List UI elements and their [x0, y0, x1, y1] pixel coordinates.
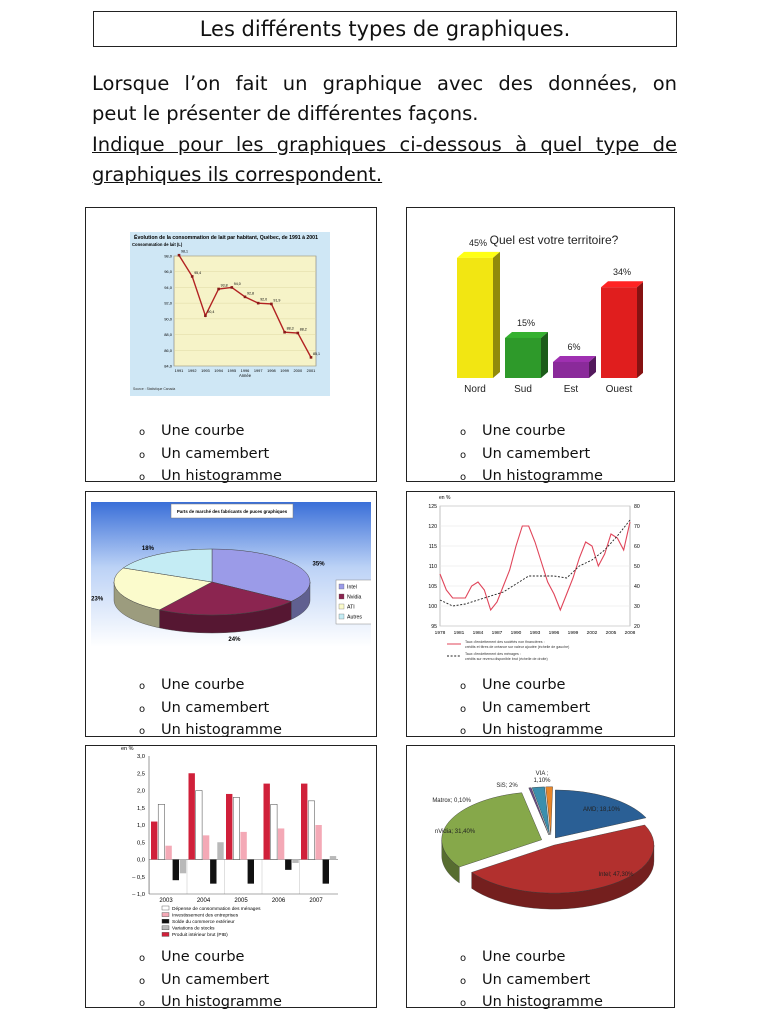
chart5-bar — [173, 860, 179, 881]
chart1-ytick: 90,0 — [164, 316, 172, 322]
chart5-category-label: 2007 — [309, 898, 323, 904]
option-histogramme[interactable] — [460, 992, 603, 1015]
chart1-xtick: 1996 — [240, 368, 250, 373]
option-histogramme[interactable] — [139, 720, 282, 743]
chart1-point — [310, 356, 313, 359]
chart1-value-label: 88,3 — [286, 326, 294, 331]
chart1-value-label: 92,8 — [247, 291, 254, 296]
chart4-ytick-right: 30 — [634, 604, 640, 610]
chart1-point — [217, 288, 220, 291]
chart5-legend-swatch — [162, 906, 169, 910]
chart1-point — [191, 275, 194, 278]
chart5-bar — [278, 828, 284, 859]
answer-options-2 — [460, 421, 603, 489]
chart5-bar — [264, 784, 270, 860]
card-chart-1 — [85, 207, 377, 482]
chart4-xtick: 2008 — [624, 631, 636, 636]
chart3-legend-label: ATI — [347, 604, 355, 611]
chart4-xtick: 2002 — [586, 631, 598, 636]
chart4-ytick-left: 125 — [428, 504, 437, 510]
chart3-legend-label: Autres — [347, 614, 362, 621]
chart1-xtick: 1999 — [280, 368, 289, 373]
chart1-ylabel: Consommation de lait (L) — [132, 242, 183, 247]
chart5-ytick: – 0,5 — [132, 874, 145, 881]
chart2-bar-side — [493, 252, 500, 378]
chart5-bar — [255, 860, 261, 861]
chart2-bar-side — [637, 281, 643, 378]
option-label: Un camembert — [482, 445, 591, 462]
chart2-category-label: Nord — [464, 384, 486, 395]
chart5-bar — [165, 846, 171, 860]
chart2-bar-side — [541, 332, 548, 378]
chart1-xtick: 1997 — [253, 368, 263, 373]
option-label: Un camembert — [161, 699, 270, 716]
option-label: Une courbe — [161, 949, 245, 965]
chart4-xtick: 1978 — [434, 631, 446, 636]
chart5-bar — [180, 860, 186, 874]
chart1-value-label: 92,0 — [260, 297, 268, 302]
chart2-bar-top — [457, 252, 500, 258]
chart5-bar — [271, 804, 277, 859]
chart1-value-label: 93,8 — [220, 283, 228, 288]
chart-gpu-vendors — [411, 754, 671, 944]
chart4-legend-4: crédits sur revenu disponible brut (échelle de droite) — [465, 657, 548, 661]
chart1-ytick: 94,0 — [164, 284, 172, 290]
chart5-bar — [203, 835, 209, 859]
checkbox-bullet[interactable]: o — [460, 681, 467, 692]
card-chart-4 — [406, 491, 675, 737]
chart2-bar-top — [601, 281, 643, 287]
option-camembert[interactable] — [139, 698, 282, 721]
checkbox-bullet[interactable]: o — [139, 998, 146, 1009]
chart6-label: AMD; 18,10% — [583, 807, 621, 813]
option-camembert[interactable] — [139, 970, 282, 993]
chart1-point — [244, 296, 247, 299]
chart1-ytick: 88,0 — [164, 332, 172, 338]
chart5-bar — [323, 860, 329, 884]
chart5-ytick: 0,5 — [136, 840, 145, 847]
chart1-value-label: 90,4 — [207, 310, 215, 315]
option-courbe[interactable] — [460, 675, 603, 698]
checkbox-bullet[interactable]: o — [139, 953, 146, 964]
chart5-category-label: 2005 — [234, 898, 248, 904]
chart1-value-label: 95,4 — [194, 270, 202, 275]
chart3-legend-label: Intel — [347, 584, 357, 591]
option-camembert[interactable] — [139, 444, 282, 467]
checkbox-bullet[interactable]: o — [460, 726, 467, 737]
chart1-point — [270, 303, 273, 306]
chart6-label: VIA ; — [535, 771, 549, 777]
chart3-legend-swatch — [339, 604, 344, 609]
chart5-bar — [240, 832, 246, 860]
chart4-xtick: 1984 — [472, 631, 484, 636]
chart6-label: 1,10% — [533, 778, 551, 784]
chart1-point — [231, 286, 234, 289]
chart4-xtick: 1993 — [529, 631, 541, 636]
option-label: Une courbe — [161, 677, 245, 693]
chart5-category-label: 2004 — [196, 898, 211, 904]
answer-options-5 — [139, 947, 282, 1015]
chart1-xtick: 2001 — [306, 368, 316, 373]
chart1-point — [178, 254, 181, 257]
chart1-point — [297, 332, 300, 335]
chart4-xtick: 1999 — [567, 631, 579, 636]
chart2-value-label: 34% — [612, 267, 632, 278]
option-courbe[interactable] — [139, 675, 282, 698]
chart1-ytick: 98,0 — [164, 253, 172, 259]
option-label: Un histogramme — [161, 468, 282, 484]
chart5-category-label: 2003 — [159, 898, 173, 904]
checkbox-bullet[interactable]: o — [139, 726, 146, 737]
chart1-xtick: 1994 — [214, 368, 223, 373]
page-title: Les différents types de graphiques. — [93, 11, 677, 47]
chart1-title: Évolution de la consommation de lait par habitant, Québec, de 1991 à 2001 — [134, 235, 318, 241]
chart5-ytick: 2,0 — [136, 788, 145, 795]
chart5-category-label: 2006 — [271, 898, 286, 904]
chart3-legend-swatch — [339, 614, 344, 619]
chart6-label: SiS; 2% — [496, 783, 518, 789]
checkbox-bullet[interactable]: o — [139, 449, 146, 461]
chart5-ytick: 0,0 — [136, 857, 145, 864]
chart4-ytick-left: 95 — [431, 624, 437, 630]
chart6-label: Intel; 47,30% — [598, 872, 634, 878]
chart3-value-label: 23% — [91, 596, 104, 603]
option-label: Une courbe — [161, 423, 245, 439]
option-label: Une courbe — [482, 423, 566, 439]
checkbox-bullet[interactable]: o — [139, 472, 146, 483]
checkbox-bullet[interactable]: o — [460, 975, 467, 987]
chart3-legend-swatch — [339, 594, 344, 599]
chart2-category-label: Sud — [514, 384, 532, 395]
chart5-bar — [301, 784, 307, 860]
card-chart-5 — [85, 745, 377, 1008]
chart5-bar — [315, 825, 321, 860]
chart5-bar — [233, 797, 239, 859]
chart1-xtick: 1992 — [187, 368, 197, 373]
chart4-xtick: 1996 — [548, 631, 560, 636]
option-label: Un camembert — [161, 971, 270, 988]
option-label: Un histogramme — [161, 994, 282, 1010]
answer-options-3 — [139, 675, 282, 743]
chart4-ytick-right: 60 — [634, 544, 640, 550]
chart5-bar — [158, 804, 164, 859]
option-label: Un histogramme — [482, 722, 603, 738]
chart5-bar — [292, 860, 298, 863]
chart4-ytick-left: 105 — [428, 584, 437, 590]
chart3-value-label: 18% — [141, 546, 154, 553]
chart-gdp-contributions — [116, 744, 366, 949]
card-chart-6 — [406, 745, 675, 1008]
chart4-xtick: 1987 — [491, 631, 503, 636]
chart5-bar — [226, 794, 232, 860]
chart5-ylabel: en % — [121, 746, 134, 752]
chart5-bar — [248, 860, 254, 884]
chart4-legend-3: Taux d'endettement des ménages : — [465, 652, 521, 656]
option-histogramme[interactable] — [460, 720, 603, 743]
option-label: Un camembert — [161, 445, 270, 462]
chart5-legend-label: Solde du commerce extérieur — [172, 920, 235, 925]
instruction-line-2: graphiques ils correspondent. — [92, 163, 383, 186]
chart2-value-label: 45% — [468, 237, 488, 248]
chart5-legend-label: Variations de stocks — [172, 926, 215, 932]
chart6-label: nVidia; 31,40% — [434, 829, 476, 835]
chart2-bar — [457, 258, 493, 378]
chart5-bar — [330, 856, 336, 859]
chart-debt-ratio — [409, 492, 675, 668]
chart2-bar — [601, 287, 637, 378]
chart1-source: Source : Statistique Canada — [133, 387, 176, 391]
chart4-ytick-right: 80 — [634, 504, 640, 510]
chart5-bar — [151, 822, 157, 860]
chart2-bar-top — [553, 356, 596, 362]
option-camembert[interactable] — [460, 970, 603, 993]
chart5-bar — [285, 860, 291, 870]
chart4-ytick-right: 50 — [634, 564, 640, 570]
option-courbe[interactable] — [460, 421, 603, 444]
chart5-ytick: 2,5 — [136, 771, 145, 778]
chart5-ytick: 1,5 — [136, 805, 145, 812]
chart5-bar — [308, 801, 314, 860]
chart6-label: Matrox; 0,10% — [432, 798, 471, 804]
chart1-point — [283, 331, 286, 334]
option-camembert[interactable] — [460, 444, 603, 467]
card-chart-2 — [406, 207, 675, 482]
chart1-ytick: 86,0 — [164, 347, 172, 353]
intro-line-2: peut le présenter de différentes façons. — [92, 102, 479, 125]
chart2-category-label: Est — [563, 384, 579, 395]
chart5-legend-swatch — [162, 932, 169, 936]
chart4-ytick-right: 40 — [634, 584, 640, 590]
option-label: Un histogramme — [161, 722, 282, 738]
chart2-value-label: 15% — [516, 317, 536, 328]
option-courbe[interactable] — [139, 421, 282, 444]
chart5-legend-swatch — [162, 926, 169, 930]
checkbox-bullet[interactable]: o — [139, 427, 146, 438]
chart3-legend-label: Nvidia — [347, 594, 362, 601]
answer-options-6 — [460, 947, 603, 1015]
chart2-bar — [505, 338, 541, 378]
chart3-legend-swatch — [339, 584, 344, 589]
chart1-xlabel: Année — [238, 373, 252, 378]
option-histogramme[interactable] — [139, 992, 282, 1015]
checkbox-bullet[interactable]: o — [460, 449, 467, 461]
chart1-value-label: 94,0 — [233, 281, 241, 286]
checkbox-bullet[interactable]: o — [460, 998, 467, 1009]
chart4-xtick: 1981 — [453, 631, 465, 636]
chart-chip-market — [91, 502, 371, 647]
option-label: Un camembert — [482, 699, 591, 716]
answer-options-1 — [139, 421, 282, 489]
chart1-xtick: 2000 — [293, 368, 303, 373]
chart4-legend-1: Taux d'endettement des sociétés non financières : — [465, 640, 545, 644]
chart2-title: Quel est votre territoire? — [489, 233, 619, 247]
chart1-point — [204, 314, 207, 317]
chart4-ylabel: en % — [439, 495, 451, 501]
chart5-legend-label: Produit intérieur brut (PIB) — [172, 933, 228, 939]
checkbox-bullet[interactable]: o — [460, 703, 467, 715]
intro-line-1: Lorsque l’on fait un graphique avec des données, on — [92, 72, 677, 95]
answer-options-4 — [460, 675, 603, 743]
option-courbe[interactable] — [139, 947, 282, 970]
chart1-point — [257, 302, 260, 305]
option-camembert[interactable] — [460, 698, 603, 721]
chart5-ytick: 1,0 — [136, 823, 145, 829]
chart4-xtick: 1990 — [510, 631, 522, 636]
chart4-xtick: 2005 — [605, 631, 617, 636]
chart5-legend-swatch — [162, 919, 169, 923]
chart1-xtick: 1991 — [174, 368, 184, 373]
chart5-bar — [189, 773, 195, 859]
chart5-legend-swatch — [162, 913, 169, 917]
chart1-xtick: 1995 — [227, 368, 237, 373]
chart5-legend-label: Investissement des entreprises — [172, 913, 239, 919]
chart4-ytick-left: 120 — [428, 524, 437, 530]
chart1-ytick: 92,0 — [164, 300, 172, 306]
checkbox-bullet[interactable]: o — [460, 953, 467, 964]
chart4-ytick-right: 20 — [634, 624, 640, 630]
chart5-legend-label: Dépense de consommation des ménages — [172, 906, 261, 912]
chart4-ytick-left: 115 — [428, 544, 437, 550]
checkbox-bullet[interactable]: o — [460, 472, 467, 483]
chart2-category-label: Ouest — [605, 384, 633, 395]
option-label: Un histogramme — [482, 468, 603, 484]
chart1-xtick: 1998 — [267, 368, 276, 373]
chart1-xtick: 1993 — [201, 368, 210, 373]
card-chart-3 — [85, 491, 377, 737]
checkbox-bullet[interactable]: o — [460, 427, 467, 438]
chart4-legend-2: crédits et titres de créance sur valeur ajoutée (échelle de gauche) — [465, 645, 570, 649]
chart3-value-label: 35% — [312, 561, 325, 568]
option-histogramme[interactable] — [139, 466, 282, 489]
chart2-bar — [553, 362, 589, 378]
chart4-ytick-left: 110 — [428, 564, 437, 570]
chart4-ytick-right: 70 — [634, 524, 640, 530]
chart5-ytick: – 1,0 — [132, 892, 145, 898]
chart5-bar — [210, 860, 216, 884]
option-label: Un histogramme — [482, 994, 603, 1010]
chart4-ytick-left: 100 — [428, 604, 437, 610]
chart3-value-label: 24% — [228, 637, 241, 644]
chart1-value-label: 85,1 — [313, 351, 320, 356]
option-label: Une courbe — [482, 949, 566, 965]
option-label: Une courbe — [482, 677, 566, 693]
chart3-title: Parts de marché des fabricants de puces graphiques — [176, 509, 288, 514]
chart5-bar — [217, 842, 223, 859]
option-courbe[interactable] — [460, 947, 603, 970]
chart1-value-label: 98,1 — [181, 249, 188, 254]
chart-milk-consumption — [130, 232, 330, 396]
instruction-line-1: Indique pour les graphiques ci-dessous à quel type de — [92, 133, 677, 156]
checkbox-bullet[interactable]: o — [139, 975, 146, 987]
chart-territory — [443, 226, 643, 406]
chart5-bar — [196, 791, 202, 860]
chart1-value-label: 88,2 — [299, 327, 307, 332]
chart5-ytick: 3,0 — [136, 754, 145, 760]
checkbox-bullet[interactable]: o — [139, 681, 146, 692]
chart1-ytick: 84,0 — [164, 363, 172, 369]
checkbox-bullet[interactable]: o — [139, 703, 146, 715]
chart1-value-label: 91,9 — [273, 298, 281, 303]
option-histogramme[interactable] — [460, 466, 603, 489]
chart2-bar-top — [505, 332, 548, 338]
chart2-value-label: 6% — [567, 341, 581, 352]
option-label: Un camembert — [482, 971, 591, 988]
chart1-ytick: 96,0 — [164, 269, 172, 275]
